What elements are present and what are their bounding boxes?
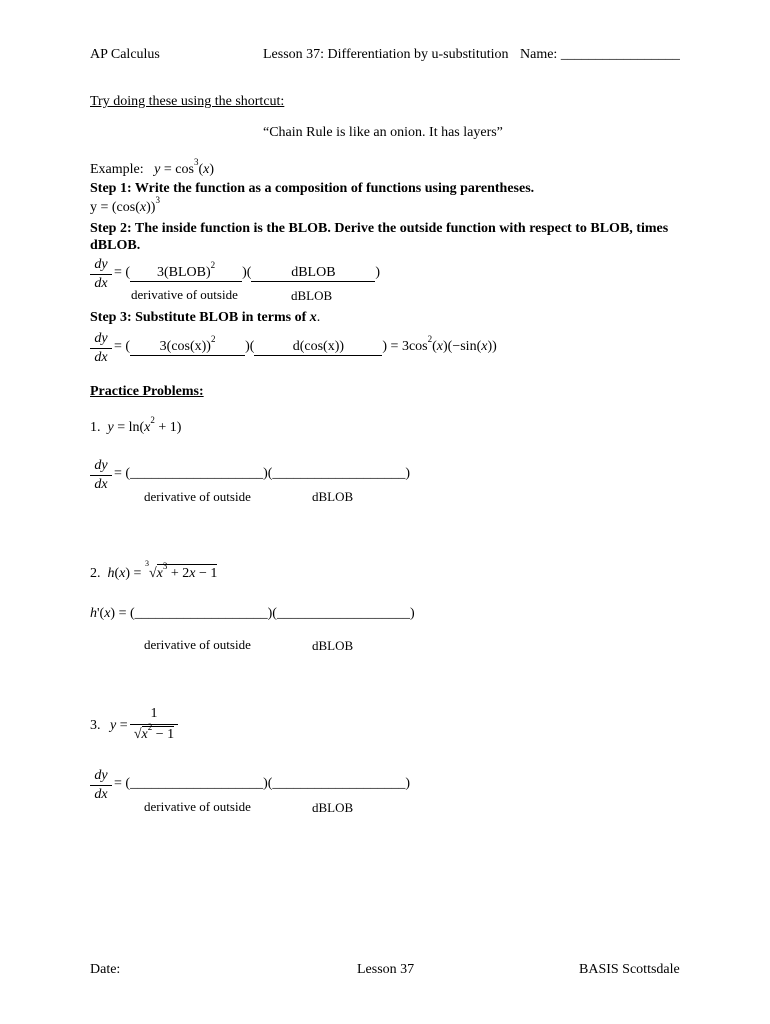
problem-3-fraction: 1 $√x^2 - 1$	[130, 706, 178, 743]
problem-1-number: 1.	[90, 420, 101, 435]
problem-1: 1. $y = \ln(x^2 + 1)$	[90, 415, 182, 435]
footer-school: BASIS Scottsdale	[579, 962, 680, 977]
problem-1-inner-caption: dBLOB	[312, 489, 354, 504]
problem-2-outer-caption: derivative of outside	[144, 637, 251, 652]
quote: “Chain Rule is like an onion. It has layers”	[263, 125, 503, 140]
step1-text: Step 1: Write the function as a composition of functions using parentheses.	[90, 181, 535, 196]
problem-2: 2. $h(x) = ^3√x^3 + 2x - 1$	[90, 559, 218, 581]
name-field: Name: _________________	[520, 47, 680, 62]
problem-1-outer-caption: derivative of outside	[144, 489, 251, 504]
step3-var: x	[309, 310, 317, 325]
step3-text: Step 3: Substitute BLOB in terms of x.	[90, 310, 321, 325]
dy-dx-fraction: $\frac{dy}{dx}$	[90, 257, 112, 292]
problem-3-inner-caption: dBLOB	[312, 800, 354, 815]
dy-dx-fraction: $\frac{dy}{dx}$	[90, 768, 112, 803]
course-title: AP Calculus	[90, 47, 160, 62]
step2-text-cont: dBLOB.	[90, 238, 141, 253]
problem-3-lhs: y =	[110, 718, 128, 733]
problem-2-inner-caption: dBLOB	[312, 638, 354, 653]
problem-3-number: 3.	[90, 718, 101, 733]
step3-label: Step 3: Substitute BLOB in terms of	[90, 310, 310, 325]
problem-3-expression: = (___________________)(___________________)	[114, 776, 411, 791]
step1-formula: $y = (\cos(x))^3$	[90, 195, 160, 215]
step2-text: Step 2: The inside function is the BLOB. Derive the outside function with respect to BLOB, times	[90, 221, 669, 236]
lesson-title: Lesson 37: Differentiation by u-substitution	[263, 47, 509, 62]
example-label: Example:	[90, 162, 144, 177]
step3-inner: d(cos(x))	[254, 339, 382, 356]
step3-expression: = ( $3(\cos(x))^2$ )( d(cos(x)) ) = $3\cos^2(x)(-\sin(x))$	[114, 334, 497, 354]
instruction: Try doing these using the shortcut:	[90, 94, 285, 109]
step3-outer: 3(cos(x))	[159, 339, 211, 354]
problem-2-expression: h'(x) = (___________________)(___________________)	[90, 606, 415, 621]
step2-outer: 3(BLOB)	[156, 265, 211, 280]
dy-dx-fraction: $\frac{dy}{dx}$	[90, 458, 112, 493]
problem-3-outer-caption: derivative of outside	[144, 799, 251, 814]
problem-1-blank[interactable]: (___________________)(___________________)	[125, 466, 411, 481]
dy-dx-fraction: $\frac{dy}{dx}$	[90, 331, 112, 366]
example-line	[90, 157, 214, 178]
footer-lesson: Lesson 37	[357, 962, 415, 977]
problem-2-blank[interactable]: (___________________)(___________________)	[129, 606, 415, 621]
problem-1-expression: = (___________________)(___________________)	[114, 466, 411, 481]
step2-expression: = ( 3(BLOB)$^2$ )( dBLOB )	[114, 260, 381, 280]
step2-outer-caption: derivative of outside	[131, 287, 238, 302]
problem-3-blank[interactable]: (___________________)(___________________)	[125, 776, 411, 791]
step2-inner-caption: dBLOB	[291, 288, 333, 303]
step2-inner: dBLOB	[251, 265, 375, 282]
practice-heading: Practice Problems:	[90, 384, 204, 399]
problem-2-number: 2.	[90, 566, 101, 581]
footer-date: Date:	[90, 962, 121, 977]
example-formula: $y = \cos^3(x)$	[154, 157, 214, 177]
